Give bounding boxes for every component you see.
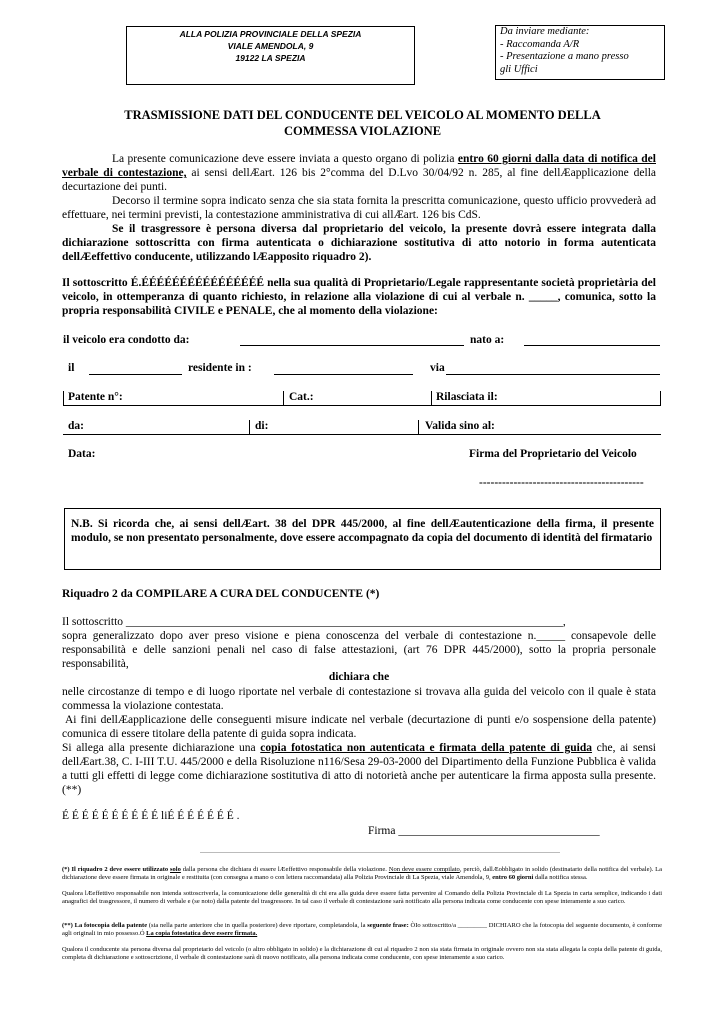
declares-heading: dichiara che <box>328 671 390 683</box>
intro-paragraph-3: Se il trasgressore è persona diversa dal proprietario del veicolo, la presente dovrà essere integrata dalla dichiarazione sottoscritta con firma autenticata o dichiarazione sostitutiva di atto notorio in forma autenticata dellÆeffettivo conducente, utilizzando lÆapposito riquadro 2). <box>62 223 656 263</box>
license-row <box>63 391 661 406</box>
footnote-4: Qualora il conducente sia persona diversa dal proprietario del veicolo (o altro obbligato in solido) e la dichiarazione di cui al riquadro 2 non sia stata firmata in originale ovvero non sia stata allegata la copia della patente di guida, completa di dichiarazione e sottoscrizione, il verbale di contestazione sarà di nuovo notificato, alla persona indicata come conducente, con spese interamente a suo carico. <box>62 946 662 961</box>
box2-paragraph-2: nelle circostanze di tempo e di luogo riportate nel verbale di contestazione si trovava alla guida del veicolo con il quale è stata commessa la violazione contestata. <box>62 686 656 712</box>
box2-title: Riquadro 2 da COMPILARE A CURA DEL CONDUCENTE (*) <box>62 588 380 600</box>
driver-signature-line[interactable]: Firma ___________________________________ <box>368 825 600 837</box>
fn3-phrase-label: seguente frase: <box>367 922 411 929</box>
attach-text-end: che, ai sensi dellÆart.38, C. I-III T.U. 445/2000 e della Risoluzione n116/Sesa 29-03-2000 del Dipartimento della Funzione Pubblica è valida a tutti gli effetti di legge come dichiarazione sostitutiva di atto di notorietà anche per autenticare la firma apposta sulla presente.(**) <box>62 742 657 796</box>
document-title <box>60 107 665 139</box>
fn1-solo: solo <box>170 866 181 873</box>
fn1-text: dalla persona che dichiara di essere lÆeffettivo responsabile della violazione. <box>180 866 389 873</box>
birthdate-field[interactable] <box>89 374 182 375</box>
owner-signature-line[interactable]: ------------------------------------------- <box>479 477 644 489</box>
intro-text: La presente comunicazione deve essere inviata a questo organo di polizia <box>112 153 458 165</box>
issued-label: Rilasciata il: <box>436 391 498 403</box>
title-line-1: TRASMISSIONE DATI DEL CONDUCENTE DEL VEICOLO AL MOMENTO DELLA <box>124 108 601 122</box>
delivery-method-box <box>495 25 665 80</box>
intro-text-end: ai sensi dellÆart. 126 bis 2°comma del D.Lvo 30/04/92 n. 285, al fine dellÆapplicazione della decurtazione dei punti. <box>62 167 656 193</box>
fn3-text: (sia nella parte anteriore che in quella posteriore) deve riportare, completandola, la <box>147 922 368 929</box>
fn3-signed: La copia fotostatica deve essere firmata. <box>146 930 258 937</box>
birthplace-field[interactable] <box>524 345 660 346</box>
recipient-address-box <box>126 26 415 85</box>
recipient-line-1: ALLA POLIZIA PROVINCIALE DELLA SPEZIA <box>179 29 362 39</box>
delivery-line-4: gli Uffici <box>500 63 538 75</box>
date-label: Data: <box>68 448 96 460</box>
recipient-line-2: VIALE AMENDOLA, 9 <box>227 41 314 51</box>
driver-name-line[interactable]: Il sottoscritto ____________________________________________________________________________, <box>62 616 566 628</box>
born-at-label: nato a: <box>470 334 505 346</box>
footnote-3 <box>62 922 662 938</box>
deadline-text: entro 60 giorni dalla data di notifica del verbale di contestazione, <box>62 153 656 179</box>
fn1-text-3: dalla notifica stessa. <box>533 874 588 881</box>
delivery-line-1: Da inviare mediante: <box>500 26 590 37</box>
intro-paragraph-1 <box>62 152 656 194</box>
fn1-not-filled: Non deve essere compilato <box>388 866 460 873</box>
residence-field[interactable] <box>274 374 413 375</box>
valid-until-label: Valida sino al: <box>425 420 495 432</box>
fn3-phrase: ÒIo sottoscritto/a _________ DICHIARO che la fotocopia del seguente documento, è conforme agli originali in mio possesso.Ó <box>62 922 662 937</box>
issued-by-label: da: <box>68 420 84 432</box>
delivery-line-3: - Presentazione a mano presso <box>500 51 629 62</box>
owner-signature-label: Firma del Proprietario del Veicolo <box>469 448 637 460</box>
driver-name-field[interactable] <box>240 345 464 346</box>
resident-label: residente in : <box>188 362 252 374</box>
intro-paragraph-2: Decorso il termine sopra indicato senza che sia stata fornita la prescritta comunicazione, questo ufficio provvederà ad effettuare, nei termini previsti, la contestazione amministrativa di cui allÆart. 126 bis CdS. <box>62 195 656 221</box>
license-number-label: Patente n°: <box>68 391 123 403</box>
place-date-line[interactable]: É É É É É É É É É É liÉ É É É É É É . <box>62 810 240 822</box>
driven-by-label: il veicolo era condotto da: <box>63 334 190 346</box>
separator-line <box>200 852 560 853</box>
fn1-deadline: entro 60 giorni <box>492 874 534 881</box>
recipient-line-3: 19122 LA SPEZIA <box>235 53 306 63</box>
license-issuer-row <box>63 420 661 435</box>
fn1-text-2: , perciò, dallÆobbligato in solido (destinatario della notifica del verbale). La dichiarazione deve essere firmata in originale e restituita (con consegna a mano o con lettera raccomandata) alla Polizia Provinciale di La Spezia, viale Amendola, 9, <box>62 866 662 881</box>
fn1-intro: (*) Il riquadro 2 deve essere utilizzato <box>62 866 171 873</box>
title-line-2: COMMESSA VIOLAZIONE <box>283 124 442 138</box>
birthdate-label: il <box>68 362 75 374</box>
footnote-2: Qualora lÆeffettivo responsabile non intenda sottoscriverla, la comunicazione delle generalità di chi era alla guida deve essere fatta pervenire al Comando della Polizia Provinciale di La Spezia in carta semplice, indicando i dati anagrafici del trasgressore, il numero di verbale e (se noto) dalla patente del trasgressore. In tal caso il verbale di contestazione sarà notificato alla persona indicata come conducente con spese interamente a suo carico. <box>62 890 662 905</box>
owner-declaration: Il sottoscritto É.ÉÉÉÉÉÉÉÉÉÉÉÉÉÉÉÉ nella sua qualità di Proprietario/Legale rappresentante società proprietària del veicolo, in ottemperanza di quanto richiesto, in relazione alla violazione di cui al verbale n. _____, comunica, sotto la propria responsabilità CIVILE e PENALE, che al momento della violazione: <box>62 277 656 317</box>
box2-paragraph-3: Ai fini dellÆapplicazione delle conseguenti misure indicate nel verbale (decurtazione di punti e/o sospensione della patente) comunica di essere titolare della patente di guida sopra indicata. <box>62 714 656 740</box>
street-field[interactable] <box>446 374 660 375</box>
category-label: Cat.: <box>289 391 314 403</box>
delivery-line-2: - Raccomanda A/R <box>500 38 580 50</box>
nb-notice-box: N.B. Si ricorda che, ai sensi dellÆart. 38 del DPR 445/2000, al fine dellÆautenticazione della firma, il presente modulo, se non presentato personalmente, dove essere accompagnato da copia del documento di identità del firmatario <box>64 508 661 570</box>
box2-paragraph-1: sopra generalizzato dopo aver preso visione e piena conoscenza del verbale di contestazione n._____ consapevole delle responsabilità e delle sanzioni penali nel caso di false attestazioni, (art 76 DPR 445/2000), sotto la propria personale responsabilità, <box>62 630 656 670</box>
fn3-intro: (**) La fotocopia della patente <box>62 922 148 929</box>
box2-paragraph-4 <box>62 741 656 797</box>
issued-of-label: di: <box>255 420 269 432</box>
attach-text: Si allega alla presente dichiarazione una <box>62 742 261 754</box>
footnote-1 <box>62 866 662 882</box>
via-label: via <box>430 362 445 374</box>
license-copy-text: copia fotostatica non autenticata e firmata della patente di guida <box>260 742 592 754</box>
